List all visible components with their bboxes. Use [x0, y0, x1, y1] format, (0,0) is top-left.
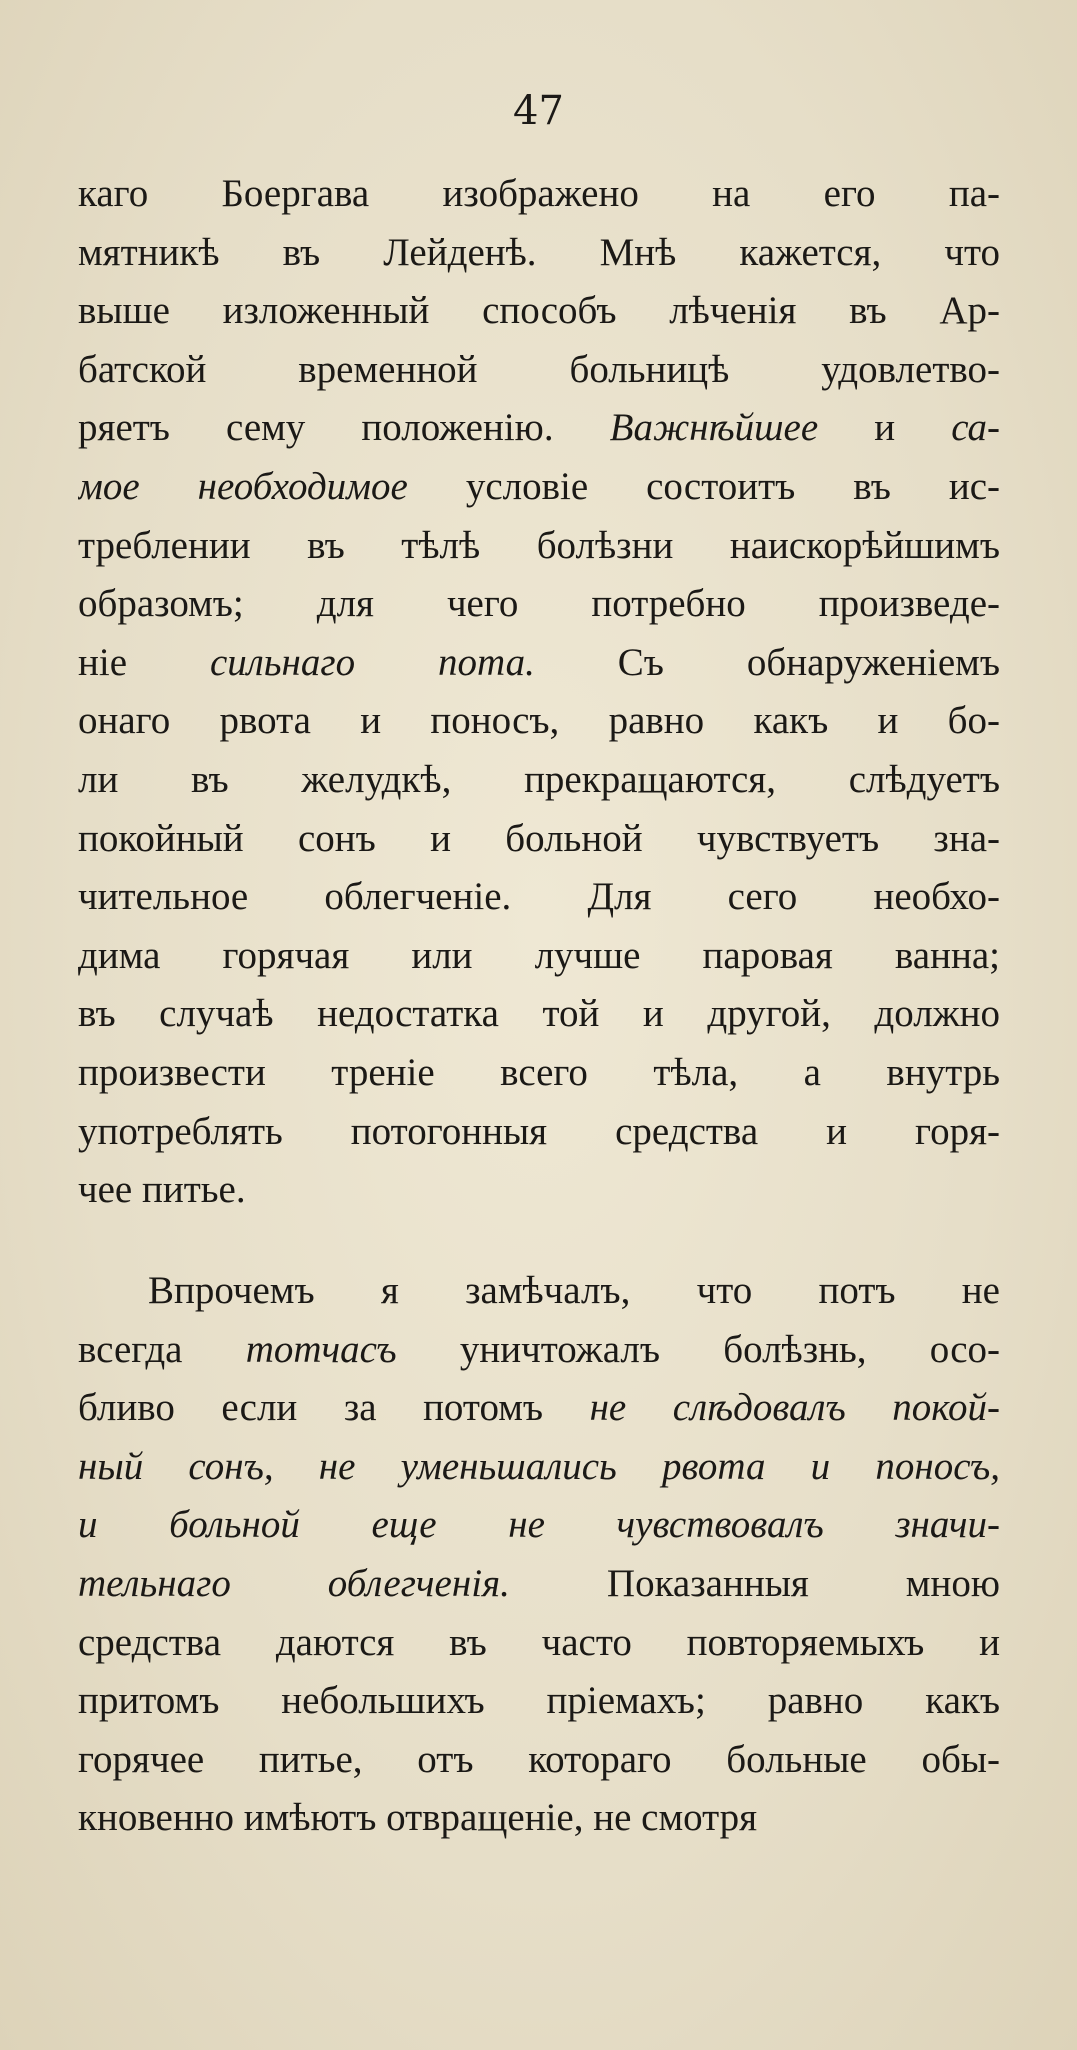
paragraph-2: [78, 1262, 1000, 1848]
text-line: ли въ желудкѣ, прекращаются, слѣдуетъ: [78, 757, 1000, 801]
text-line: и больной еще не чувствовалъ значи-: [78, 1503, 1000, 1547]
text-line: чее питье.: [78, 1168, 246, 1212]
text-line: треблении въ тѣлѣ болѣзни наискорѣйшимъ: [78, 523, 1000, 567]
text-line: мятникѣ въ Лейденѣ. Мнѣ кажется, что: [78, 230, 1000, 274]
text-line: дима горячая или лучше паровая ванна;: [78, 933, 1000, 977]
text-line: въ случаѣ недостатка той и другой, должно: [78, 992, 1000, 1036]
text-line: ряетъ сему положенію. Важнѣйшее и са-: [78, 406, 1000, 450]
text-line: всегда тотчасъ уничтожалъ болѣзнь, осо-: [78, 1327, 1000, 1371]
text-line: ный сонъ, не уменьшались рвота и поносъ,: [78, 1444, 1000, 1488]
text-line: горячее питье, отъ котораго больные обы-: [78, 1737, 1000, 1781]
text-line: произвести треніе всего тѣла, а внутрь: [78, 1050, 1000, 1094]
text-line: чительное облегченіе. Для сего необхо-: [78, 875, 1000, 919]
text-line: онаго рвота и поносъ, равно какъ и бо-: [78, 699, 1000, 743]
text-line: каго Боергава изображено на его па-: [78, 172, 1000, 215]
text-line: употреблять потогонныя средства и горя-: [78, 1109, 1000, 1153]
text-line: кновенно имѣютъ отвращеніе, не смотря: [78, 1796, 758, 1840]
text-line: Впрочемъ я замѣчалъ, что потъ не: [148, 1269, 1000, 1312]
text-line: средства даются въ часто повторяемыхъ и: [78, 1620, 1000, 1664]
text-line: тельнаго облегченія. Показанныя мною: [78, 1561, 1000, 1605]
text-line: ніе сильнаго пота. Съ обнаруженіемъ: [78, 640, 1000, 684]
text-line: батской временной больницѣ удовлетво-: [78, 347, 1000, 391]
page-number: 47: [513, 88, 564, 134]
paragraph-1: [78, 165, 1000, 1220]
text-line: образомъ; для чего потребно произведе-: [78, 582, 1000, 626]
text-line: покойный сонъ и больной чувствуетъ зна-: [78, 816, 1000, 860]
text-line: мое необходимое условіе состоитъ въ ис-: [78, 464, 1000, 508]
text-line: бливо если за потомъ не слѣдовалъ покой-: [78, 1386, 1000, 1430]
text-line: притомъ небольшихъ пріемахъ; равно какъ: [78, 1679, 1000, 1723]
text-line: выше изложенный способъ лѣченія въ Ар-: [78, 289, 1000, 333]
